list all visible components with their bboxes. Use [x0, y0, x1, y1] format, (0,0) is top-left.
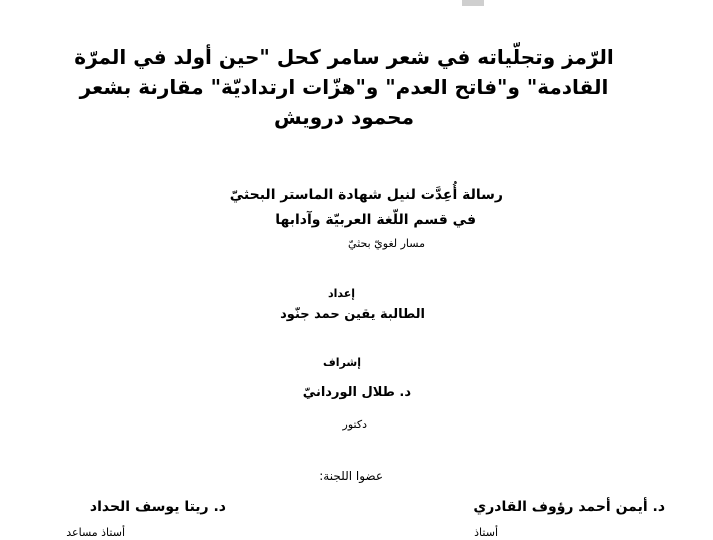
prepared-by-label: إعداد [327, 287, 355, 300]
thesis-title-line-3: محمود درويش [274, 105, 414, 129]
thesis-title [70, 42, 618, 132]
committee-member-title: أستاذ [474, 526, 498, 539]
committee-member-name: د. أيمن أحمد رؤوف القادري [473, 499, 665, 515]
supervisor-title: دكتور [342, 418, 367, 431]
supervision-label: إشراف [323, 356, 361, 369]
thesis-track: مسار لغويّ بحثيّ [348, 237, 425, 250]
committee-label: عضوا اللجنة: [319, 469, 383, 483]
thesis-purpose: رسالة أُعِدَّت لنيل شهادة الماستر البحثيّ [229, 187, 503, 203]
student-name: الطالبة يقين حمد جنّود [280, 307, 425, 322]
thesis-title-line-2: القادمة" و"فاتح العدم" و"هزّات ارتداديّة" مقارنة بشعر [79, 75, 609, 99]
supervisor-name: د. طلال الوردانيّ [302, 385, 411, 400]
committee-member-name: د. ريتا يوسف الحداد [89, 499, 226, 515]
thesis-department: في قسم اللّغة العربيّة وآدابها [275, 212, 476, 228]
page-top-mark [462, 0, 484, 6]
committee-member-title: أستاذ مساعد [66, 526, 125, 539]
thesis-title-line-1: الرّمز وتجلّياته في شعر سامر كحل "حين أولد في المرّة [74, 45, 614, 69]
